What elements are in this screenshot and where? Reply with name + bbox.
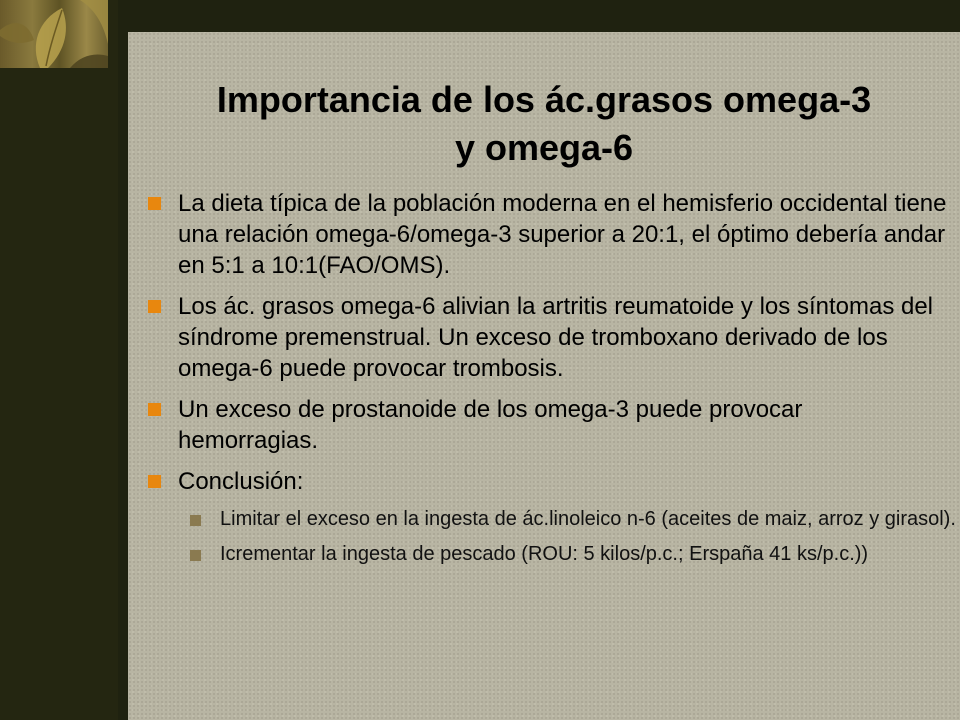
- square-sub-bullet-icon: [190, 550, 201, 561]
- bullet-item: [148, 466, 948, 497]
- bullet-list: [148, 188, 956, 577]
- sub-bullet-item: [190, 507, 960, 532]
- slide-title: [128, 76, 960, 172]
- square-bullet-icon: [148, 197, 161, 210]
- sub-bullet-text: Limitar el exceso en la ingesta de ác.linoleico n-6 (aceites de maiz, arroz y girasol).: [220, 508, 956, 530]
- square-bullet-icon: [148, 403, 161, 416]
- bullet-item: [148, 291, 948, 384]
- square-bullet-icon: [148, 300, 161, 313]
- title-line-2: y omega-6: [454, 127, 634, 168]
- bullet-text: Los ác. grasos omega-6 alivian la artritis reumatoide y los síntomas del síndrome premenstrual. Un exceso de tromboxano derivado de los omega-6 puede provocar trombosis.: [178, 293, 934, 382]
- square-sub-bullet-icon: [190, 515, 201, 526]
- title-line-1: Importancia de los ác.grasos omega-3: [216, 79, 872, 120]
- left-sidebar: [0, 0, 118, 720]
- bullet-item: [148, 394, 948, 456]
- leaf-icon: [0, 0, 108, 68]
- square-bullet-icon: [148, 475, 161, 488]
- leaf-banner: [0, 0, 108, 68]
- bullet-item: [148, 188, 948, 281]
- sub-bullet-text: Icrementar la ingesta de pescado (ROU: 5 kilos/p.c.; Erspaña 41 ks/p.c.)): [220, 543, 869, 565]
- bullet-text: Un exceso de prostanoide de los omega-3 puede provocar hemorragias.: [178, 396, 803, 454]
- bullet-text: La dieta típica de la población moderna en el hemisferio occidental tiene una relación omega-6/omega-3 superior a 20:1, el óptimo debería andar en 5:1 a 10:1(FAO/OMS).: [178, 190, 947, 279]
- sub-bullet-item: [190, 542, 960, 567]
- bullet-text: Conclusión:: [178, 468, 304, 495]
